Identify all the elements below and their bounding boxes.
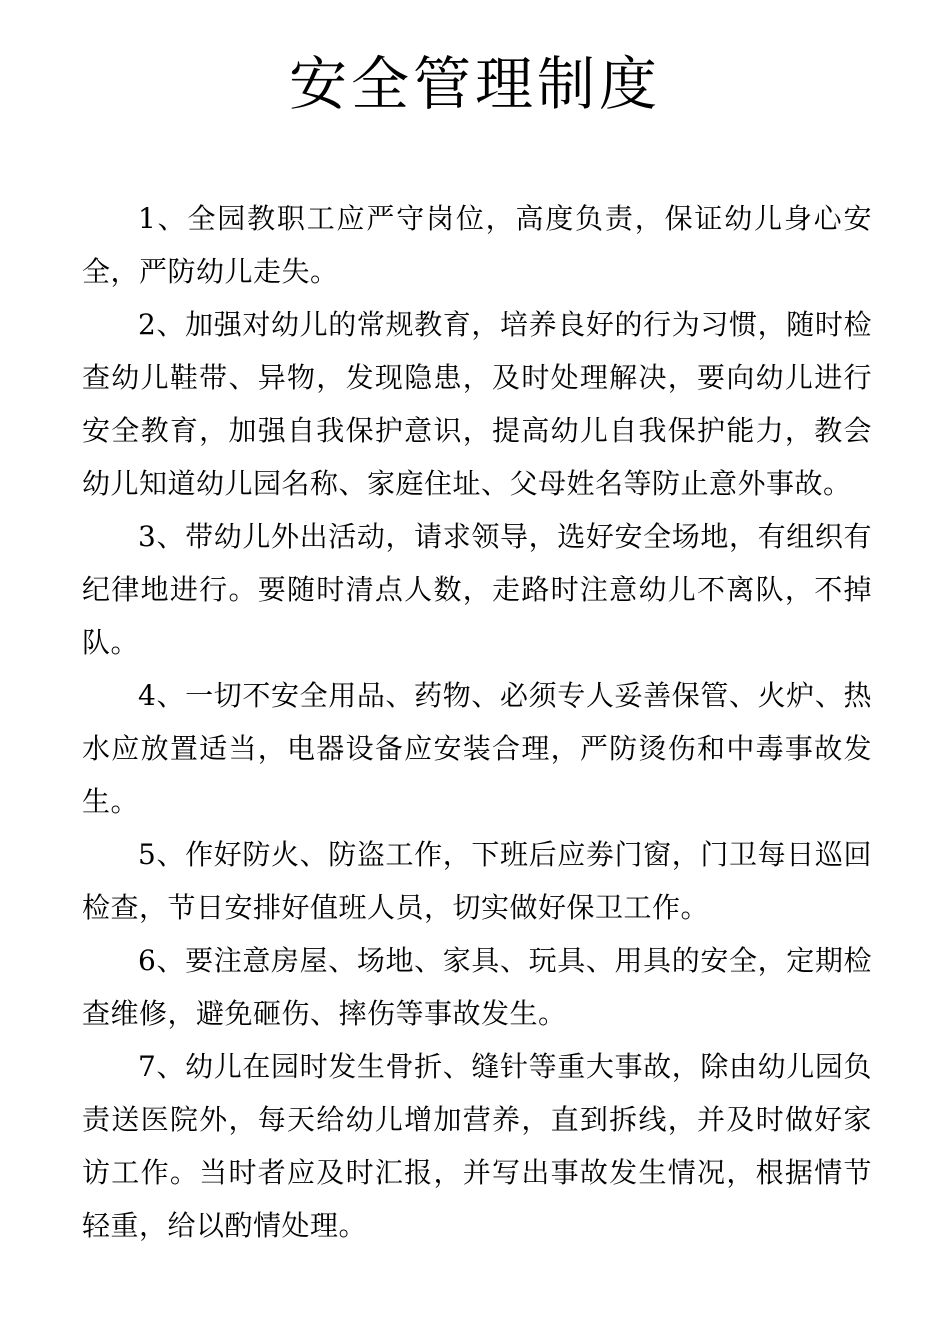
- document-body: [82, 192, 872, 1252]
- rule-paragraph-5: 5、作好防火、防盗工作，下班后应劵门窗，门卫每日巡回检查，节日安排好值班人员，切实做好保卫工作。: [82, 838, 872, 924]
- rule-paragraph-3: 3、带幼儿外出活动，请求领导，选好安全场地，有组织有纪律地进行。要随时清点人数，走路时注意幼儿不离队，不掉队。: [82, 520, 872, 659]
- rule-paragraph-4: 4、一切不安全用品、药物、必须专人妥善保管、火炉、热水应放置适当，电器设备应安装合理，严防烫伤和中毒事故发生。: [82, 679, 872, 818]
- rule-paragraph-7: 7、幼儿在园时发生骨折、缝针等重大事故，除由幼儿园负责送医院外，每天给幼儿增加营养，直到拆线，并及时做好家访工作。当时者应及时汇报，并写出事故发生情况，根据情节轻重，给以酌情处理。: [82, 1050, 872, 1242]
- rule-paragraph-1: 1、全园教职工应严守岗位，高度负责，保证幼儿身心安全，严防幼儿走失。: [82, 202, 872, 288]
- rule-paragraph-6: 6、要注意房屋、场地、家具、玩具、用具的安全，定期检查维修，避免砸伤、摔伤等事故发生。: [82, 944, 872, 1030]
- rule-paragraph-2: 2、加强对幼儿的常规教育，培养良好的行为习惯，随时检查幼儿鞋带、异物，发现隐患，及时处理解决，要向幼儿进行安全教育，加强自我保护意识，提高幼儿自我保护能力，教会幼儿知道幼儿园名称、家庭住址、父母姓名等防止意外事故。: [82, 308, 872, 500]
- document-title: 安全管理制度: [288, 50, 661, 118]
